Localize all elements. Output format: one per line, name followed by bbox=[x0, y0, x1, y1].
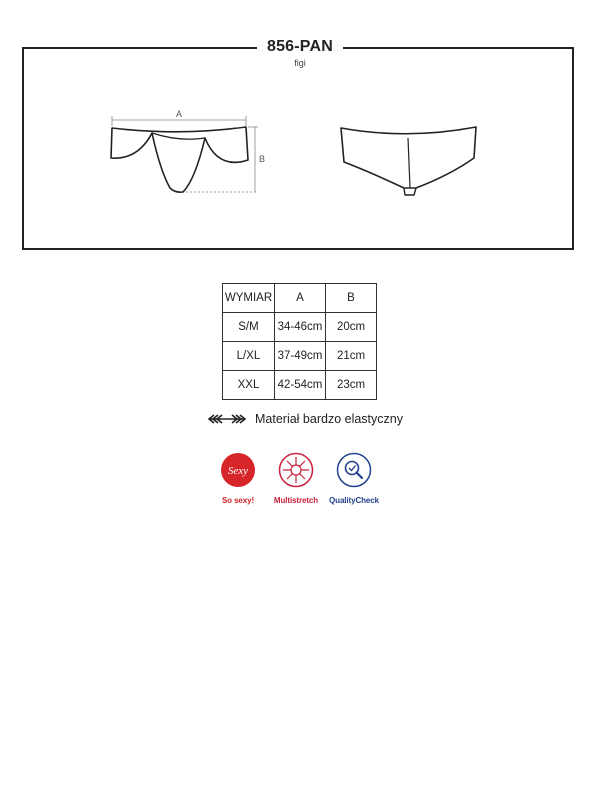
badge-caption: Multistretch bbox=[273, 496, 319, 505]
stretch-arrows-icon bbox=[205, 413, 249, 425]
dimension-b-cell: 23cm bbox=[326, 371, 377, 400]
dimension-a-label: A bbox=[175, 109, 183, 119]
size-table-header bbox=[223, 284, 377, 313]
dimension-a-cell: 42-54cm bbox=[275, 371, 326, 400]
dimension-a-cell: 37-49cm bbox=[275, 342, 326, 371]
technical-drawing bbox=[0, 0, 600, 260]
size-cell: XXL bbox=[223, 371, 275, 400]
badge-caption: So sexy! bbox=[221, 496, 255, 505]
sexy-logo-text: Sexy bbox=[227, 465, 249, 477]
multistretch-icon bbox=[278, 452, 314, 488]
badge-caption: QualityCheck bbox=[329, 496, 379, 505]
product-subtitle: figi bbox=[294, 58, 306, 68]
elastic-note bbox=[205, 410, 403, 428]
sexy-circle-icon bbox=[220, 452, 256, 488]
product-title: 856-PAN bbox=[257, 37, 343, 57]
dimension-a-cell: 34-46cm bbox=[275, 313, 326, 342]
dimension-b-cell: 20cm bbox=[326, 313, 377, 342]
dimension-b-cell: 21cm bbox=[326, 342, 377, 371]
size-cell: L/XL bbox=[223, 342, 275, 371]
table-row bbox=[223, 313, 377, 342]
back-view-drawing bbox=[341, 127, 476, 195]
badge-sexy bbox=[205, 452, 271, 505]
size-table bbox=[222, 283, 377, 400]
size-cell: S/M bbox=[223, 313, 275, 342]
quality-check-icon bbox=[336, 452, 372, 488]
front-view-drawing bbox=[111, 127, 248, 192]
badge-quality-check bbox=[321, 452, 387, 505]
dimension-b-label: B bbox=[259, 154, 266, 164]
header-cell-size: WYMIAR bbox=[223, 284, 275, 313]
table-row bbox=[223, 371, 377, 400]
elastic-note-label: Materiał bardzo elastyczny bbox=[255, 412, 403, 426]
badge-multistretch bbox=[263, 452, 329, 505]
table-row bbox=[223, 342, 377, 371]
header-cell-b: B bbox=[326, 284, 377, 313]
header-cell-a: A bbox=[275, 284, 326, 313]
